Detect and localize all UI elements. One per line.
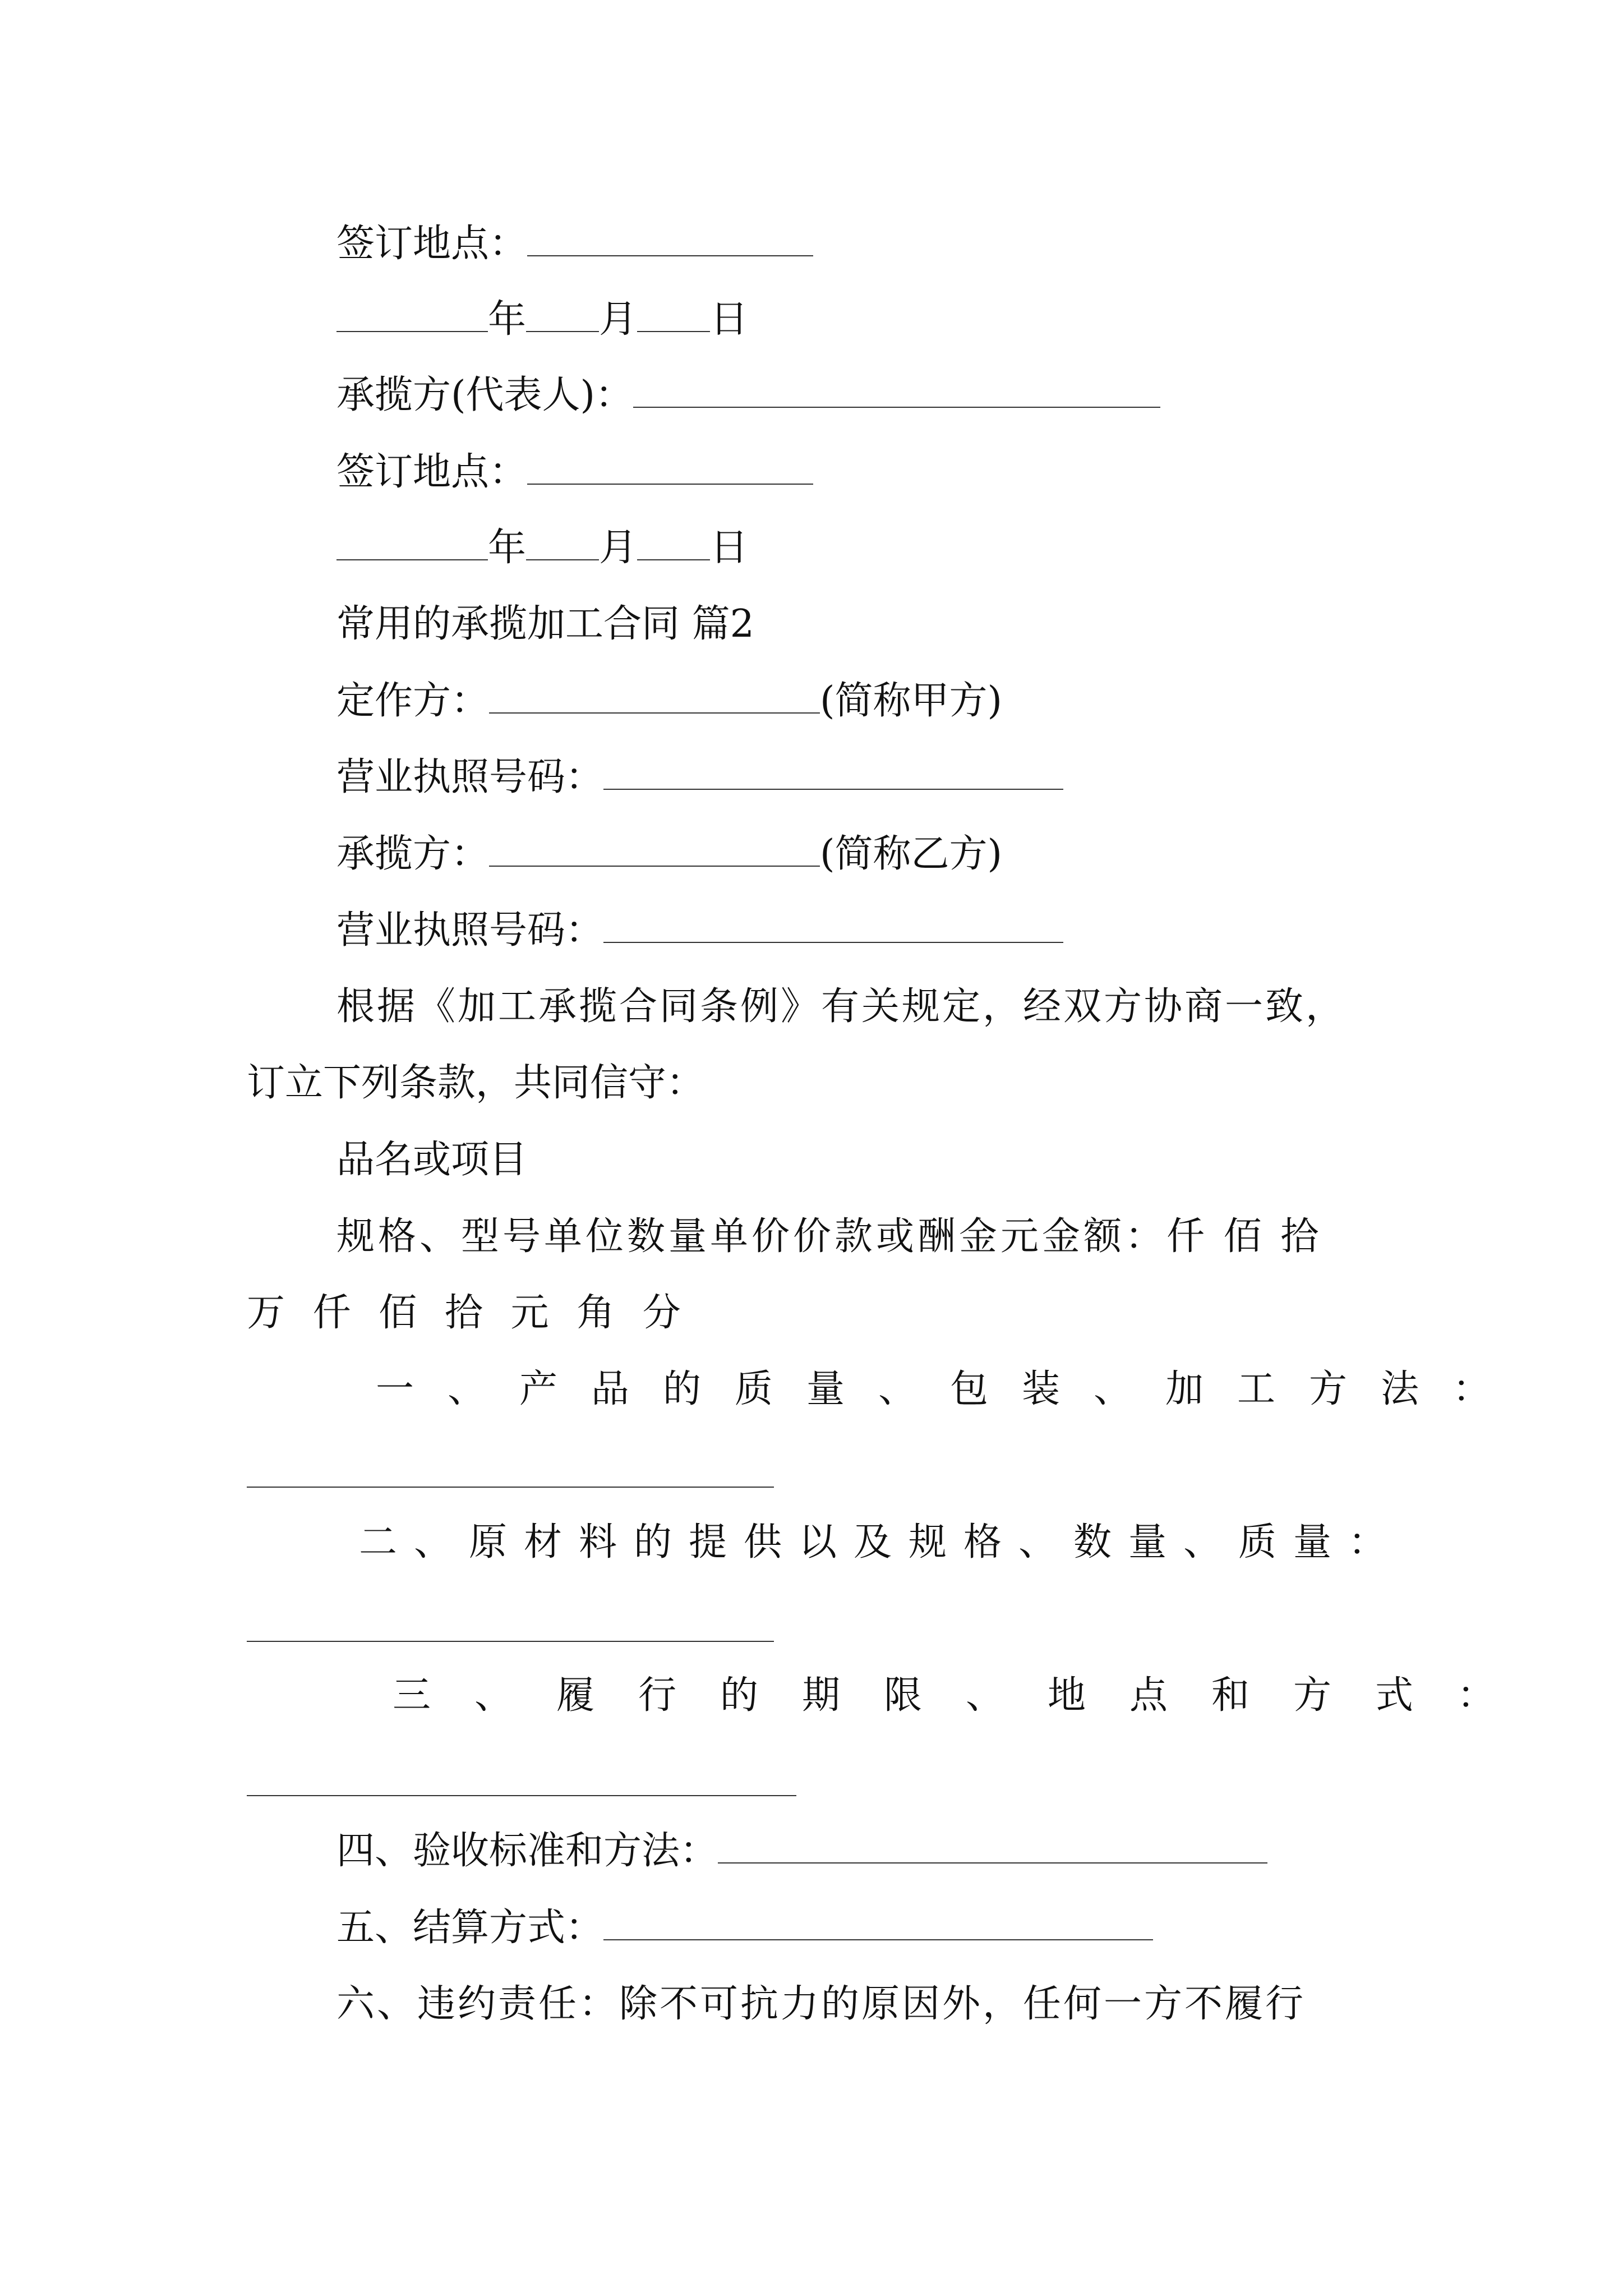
license-line-1 [336, 752, 1063, 803]
month-label: 月 [599, 526, 638, 570]
clause-3: 三、履行的期限、地点和方式： [393, 1673, 1539, 1718]
ordering-party-blank [489, 679, 820, 714]
clause-2: 二、原材料的提供以及规格、数量、质量： [359, 1520, 1404, 1565]
item-name-line: 品名或项目 [336, 1138, 528, 1182]
clause-3-blank [247, 1795, 796, 1796]
clause-1: 一、产品的质量、包装、加工方法： [376, 1367, 1525, 1411]
month-label: 月 [599, 297, 638, 342]
clause-6: 六、违约责任：除不可抗力的原因外，任何一方不履行 [336, 1982, 1306, 2026]
clause-5-label: 五、结算方式： [336, 1906, 604, 1950]
license-label: 营业执照号码： [336, 755, 604, 799]
contractor-rep-blank [633, 373, 1160, 408]
day-blank [637, 526, 710, 560]
spec-line-2: 万 仟 佰 拾 元 角 分 [247, 1291, 689, 1335]
clause-5-line [336, 1903, 1153, 1953]
contractor-rep-label: 承揽方(代表人)： [336, 373, 634, 417]
clause-4-label: 四、验收标准和方法： [336, 1829, 718, 1873]
clause-2-blank [247, 1641, 774, 1642]
contractor-blank [489, 832, 820, 867]
clause-4-line [336, 1826, 1267, 1876]
year-blank [336, 297, 488, 332]
contractor-label: 承揽方： [336, 832, 490, 876]
day-label: 日 [710, 526, 749, 570]
license-blank [603, 908, 1063, 943]
license-label: 营业执照号码： [336, 908, 604, 953]
month-blank [526, 526, 599, 560]
sign-place-label: 签订地点： [336, 222, 528, 266]
spec-line-1: 规格、型号单位数量单价价款或酬金元金额：仟 佰 拾 [336, 1214, 1322, 1259]
date-line-2 [336, 523, 748, 573]
sign-place-label: 签订地点： [336, 450, 528, 494]
section-title: 常用的承揽加工合同 篇2 [336, 602, 754, 646]
year-label: 年 [488, 297, 527, 342]
contractor-rep-line [336, 370, 1160, 421]
clause-4-blank [718, 1829, 1267, 1864]
ordering-party-label: 定作方： [336, 679, 490, 723]
basis-paragraph-line-2: 订立下列条款，共同信守： [247, 1061, 705, 1105]
year-blank [336, 526, 488, 560]
sign-place-blank [527, 450, 813, 485]
sign-place-blank [527, 222, 813, 256]
ordering-party-abbr: (简称甲方) [820, 679, 1003, 723]
day-label: 日 [710, 297, 749, 342]
license-blank [603, 755, 1063, 790]
date-line-1 [336, 295, 748, 345]
basis-paragraph-line-1: 根据《加工承揽合同条例》有关规定，经双方协商一致， [336, 984, 1347, 1029]
contractor-abbr: (简称乙方) [820, 832, 1003, 876]
ordering-party-line [336, 676, 1002, 726]
year-label: 年 [488, 526, 527, 570]
clause-1-blank [247, 1487, 774, 1488]
day-blank [637, 297, 710, 332]
sign-place-line-2 [336, 447, 813, 498]
clause-5-blank [603, 1906, 1153, 1940]
month-blank [526, 297, 599, 332]
contractor-line [336, 829, 1002, 880]
sign-place-line-1 [336, 219, 813, 269]
license-line-2 [336, 905, 1063, 956]
